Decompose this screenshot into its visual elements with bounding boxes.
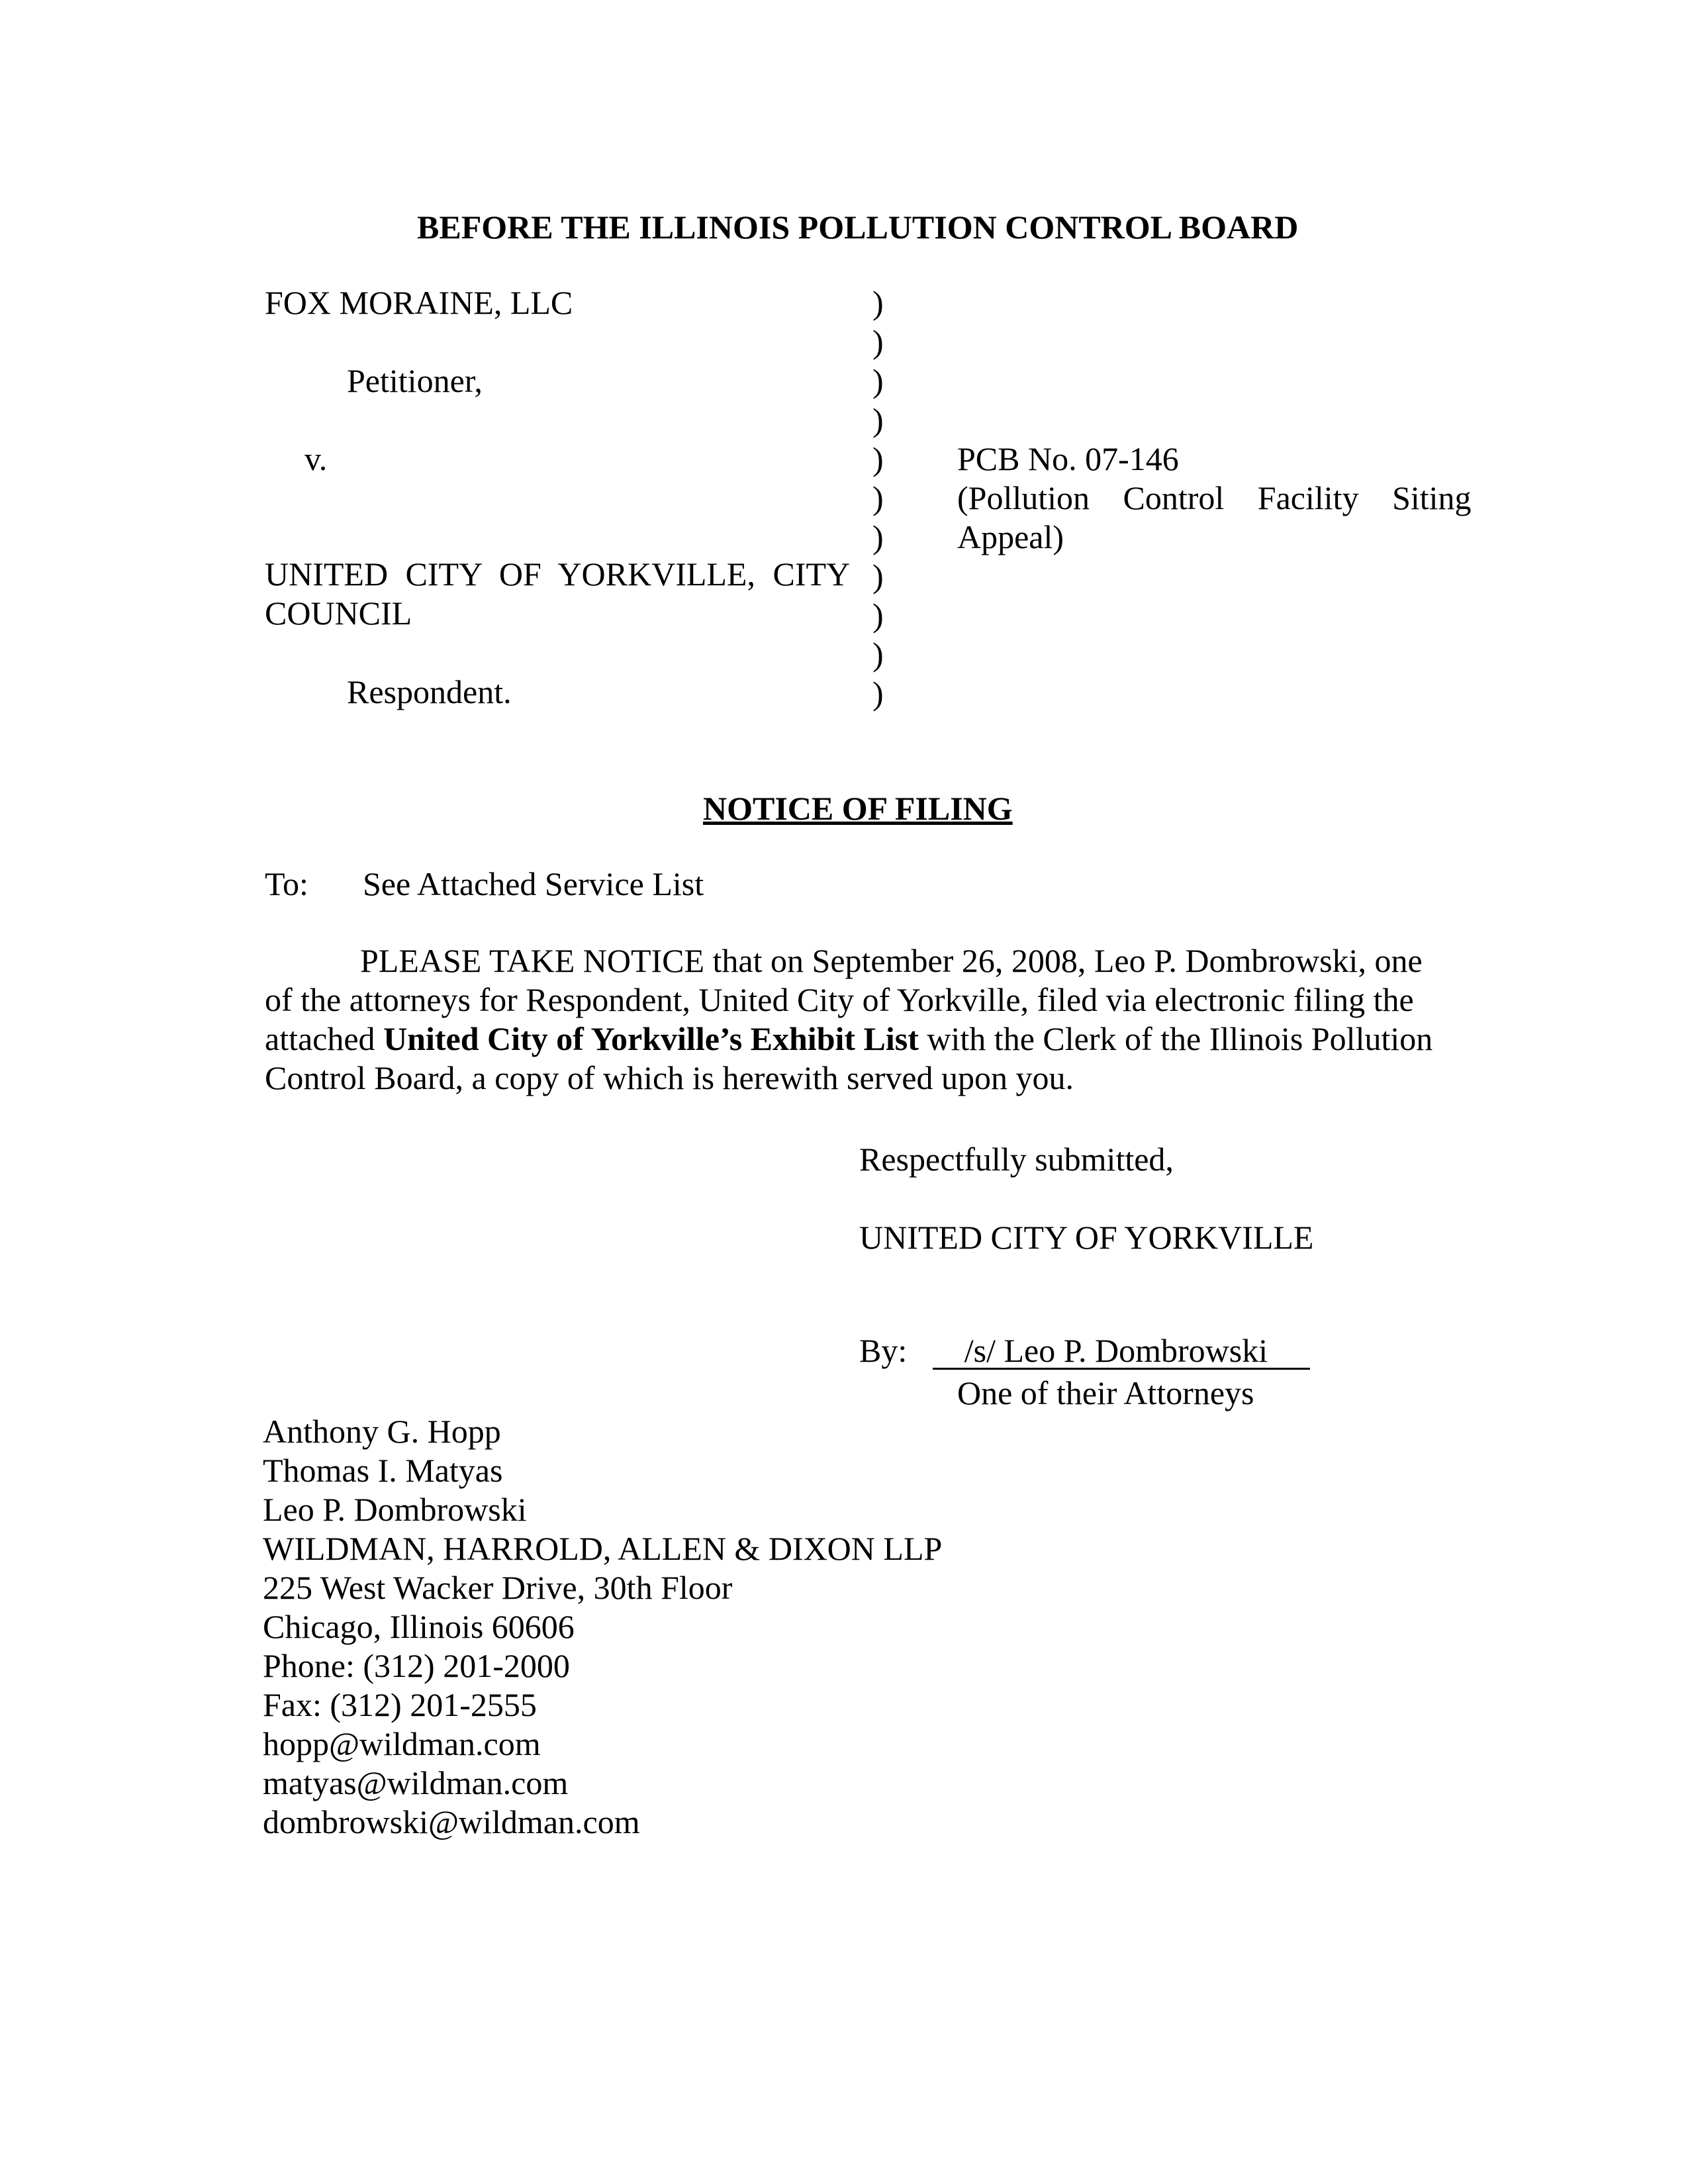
caption-paren: ): [872, 323, 884, 360]
petitioner-role: Petitioner,: [347, 362, 483, 399]
caption-paren: ): [872, 596, 884, 634]
signing-party: UNITED CITY OF YORKVILLE: [859, 1219, 1314, 1256]
case-type-line2: Appeal): [957, 518, 1064, 555]
respondent-name-line1: UNITED CITY OF YORKVILLE, CITY: [265, 555, 851, 593]
email: hopp@wildman.com: [263, 1725, 541, 1762]
caption-paren: ): [872, 479, 884, 516]
petitioner-name: FOX MORAINE, LLC: [265, 284, 573, 321]
notice-heading: NOTICE OF FILING: [703, 790, 1013, 827]
notice-body-text-2: with the Clerk of the Illinois Pollution Control Board, a copy of which is herewith served upon you.: [265, 1020, 1433, 1096]
case-type-line1: (Pollution Control Facility Siting: [957, 479, 1472, 516]
fax: Fax: (312) 201-2555: [263, 1686, 537, 1723]
to-label: To:: [265, 865, 308, 902]
signature-line: [859, 1331, 1310, 1370]
signer-role: One of their Attorneys: [957, 1374, 1254, 1411]
caption-paren: ): [872, 401, 884, 438]
address-line1: 225 West Wacker Drive, 30th Floor: [263, 1569, 733, 1606]
email: matyas@wildman.com: [263, 1764, 569, 1801]
caption-paren: ): [872, 675, 884, 712]
address-line2: Chicago, Illinois 60606: [263, 1608, 575, 1645]
versus-label: v.: [305, 440, 328, 477]
caption-paren: ): [872, 557, 884, 594]
signature: /s/ Leo P. Dombrowski: [933, 1333, 1310, 1370]
caption-paren: ): [872, 636, 884, 673]
caption-paren: ): [872, 518, 884, 555]
caption-paren: ): [872, 440, 884, 477]
attorney-contact-block: [263, 1412, 942, 1842]
notice-body-text-1: PLEASE TAKE NOTICE that on September 26, 2008, Leo P. Dombrowski, one of the attorneys for Respondent, United City of Yorkville, filed via electronic filing the attached: [265, 942, 1423, 1057]
exhibit-list-title: United City of Yorkville’s Exhibit List: [383, 1020, 919, 1057]
respondent-name-line2: COUNCIL: [265, 594, 412, 632]
caption-paren: ): [872, 284, 884, 321]
by-label: By:: [859, 1332, 908, 1369]
email: dombrowski@wildman.com: [263, 1803, 640, 1840]
notice-body: [265, 941, 1450, 1098]
phone: Phone: (312) 201-2000: [263, 1647, 570, 1684]
to-value: See Attached Service List: [363, 865, 704, 902]
closing: Respectfully submitted,: [859, 1141, 1174, 1178]
firm-name: WILDMAN, HARROLD, ALLEN & DIXON LLP: [263, 1530, 943, 1567]
caption-paren: ): [872, 362, 884, 399]
case-number: PCB No. 07-146: [957, 440, 1179, 477]
respondent-role: Respondent.: [347, 673, 512, 710]
attorney-name: Thomas I. Matyas: [263, 1452, 503, 1489]
caption-paren-column: [872, 283, 884, 713]
board-title: BEFORE THE ILLINOIS POLLUTION CONTROL BOARD: [417, 209, 1299, 246]
attorney-name: Anthony G. Hopp: [263, 1413, 501, 1450]
attorney-name: Leo P. Dombrowski: [263, 1491, 527, 1528]
